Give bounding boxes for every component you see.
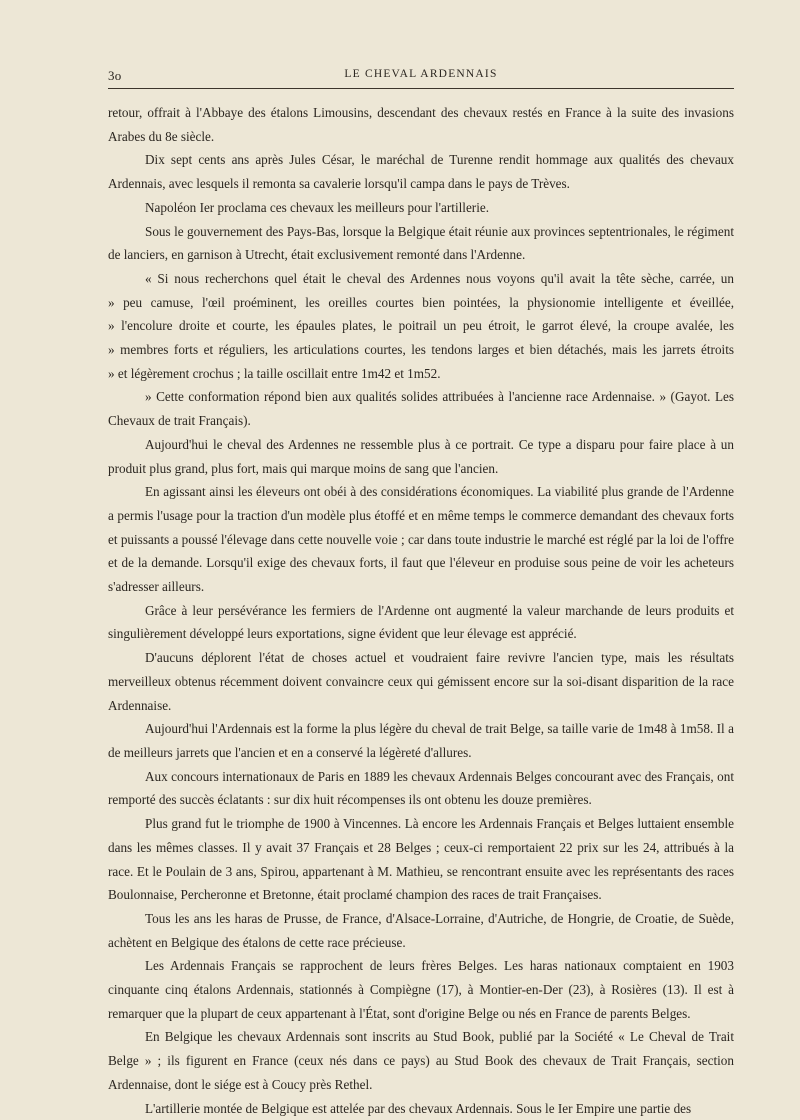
paragraph: En agissant ainsi les éleveurs ont obéi à des considérations économiques. La viabilité plus grande de l'Ardenne a permis l'usage pour la traction d'un modèle plus étoffé et en même temps le commerce demandant des chevaux forts et puissants a poussé l'élevage dans cette nouvelle voie ; car dans toute industrie le marché est réglé par la loi de l'offre et de la demande. Lorsqu'il exige des chevaux forts, il faut que l'éleveur en produise sous peine de voir les acheteurs s'adresser ailleurs.: [108, 484, 734, 595]
quote-line: « Si nous recherchons quel était le cheval des Ardennes nous voyons qu'il avait la tête sèche, carrée, un: [145, 270, 734, 286]
quote-line: » membres forts et réguliers, les articulations courtes, les tendons larges et bien détachés, mais les jarrets étroits: [108, 342, 734, 358]
page-number: 3o: [108, 68, 122, 83]
paragraph: Sous le gouvernement des Pays-Bas, lorsque la Belgique était réunie aux provinces septentrionales, le régiment de lanciers, en garnison à Utrecht, était exclusivement remonté dans l'Ardenne.: [108, 223, 734, 263]
paragraph: Aux concours internationaux de Paris en 1889 les chevaux Ardennais Belges concourant avec des Français, ont remporté des succès éclatants : sur dix huit récompenses ils ont obtenu les douze premières.: [108, 768, 734, 808]
paragraph: Grâce à leur persévérance les fermiers de l'Ardenne ont augmenté la valeur marchande de leurs produits et singulièrement développé leurs exportations, signe évident que leur élevage est apprécié.: [108, 602, 734, 642]
paragraph: Tous les ans les haras de Prusse, de France, d'Alsace-Lorraine, d'Autriche, de Hongrie, de Croatie, de Suède, achètent en Belgique des étalons de cette race précieuse.: [108, 910, 734, 950]
paragraph: Aujourd'hui l'Ardennais est la forme la plus légère du cheval de trait Belge, sa taille varie de 1m48 à 1m58. Il a de meilleurs jarrets que l'ancien et en a conservé la légèreté d'allures.: [108, 721, 734, 760]
paragraph: L'artillerie montée de Belgique est attelée par des chevaux Ardennais. Sous le Ier Empire une partie des: [145, 1100, 692, 1116]
paragraph: Dix sept cents ans après Jules César, le maréchal de Turenne rendit hommage aux qualités des chevaux Ardennais, avec lesquels il remonta sa cavalerie lorsqu'il campa dans le pays de Trèves.: [108, 152, 734, 192]
paragraph: Napoléon Ier proclama ces chevaux les meilleurs pour l'artillerie.: [145, 199, 490, 215]
quote-line: » l'encolure droite et courte, les épaules plates, le poitrail un peu étroit, le garrot élevé, la croupe avalée, les: [108, 318, 734, 334]
quote-line: » et légèrement crochus ; la taille oscillait entre 1m42 et 1m52.: [108, 365, 441, 381]
paragraph: D'aucuns déplorent l'état de choses actuel et voudraient faire revivre l'ancien type, mais les résultats merveilleux obtenus récemment doivent convaincre ceux qui gémissent encore sur la soi-disant disparition de la race Ardennaise.: [108, 650, 734, 713]
header-rule: [108, 88, 734, 89]
paragraph: Les Ardennais Français se rapprochent de leurs frères Belges. Les haras nationaux comptaient en 1903 cinquante cinq étalons Ardennais, stationnés à Compiègne (17), à Montier-en-Der (23), à Rosières (13). Il est à remarquer que la plupart de ceux appartenant à l'État, sont d'origine Belge ou nés en France de parents Belges.: [108, 958, 734, 1021]
paragraph: retour, offrait à l'Abbaye des étalons Limousins, descendant des chevaux restés en France à la suite des invasions Arabes du 8e siècle.: [108, 105, 734, 144]
quote-line: » peu camuse, l'œil proéminent, les oreilles courtes bien pointées, la physionomie intelligente et éveillée,: [108, 294, 734, 310]
paragraph: Plus grand fut le triomphe de 1900 à Vincennes. Là encore les Ardennais Français et Belges luttaient ensemble dans les mêmes classes. Il y avait 37 Français et 28 Belges ; ceux-ci remportaient 22 prix sur les 24, attribués à la race. Et le Poulain de 3 ans, Spirou, appartenant à M. Mathieu, se rencontrant ensuite avec les représentants des races Boulonnaise, Percheronne et Bretonne, était proclamé champion des races de trait Françaises.: [108, 816, 734, 903]
running-title: LE CHEVAL ARDENNAIS: [344, 68, 498, 80]
paragraph: Aujourd'hui le cheval des Ardennes ne ressemble plus à ce portrait. Ce type a disparu pour faire place à un produit plus grand, plus fort, mais qui marque moins de sang que l'ancien.: [108, 436, 734, 476]
paragraph: En Belgique les chevaux Ardennais sont inscrits au Stud Book, publié par la Société « Le Cheval de Trait Belge » ; ils figurent en France (ceux nés dans ce pays) au Stud Book des chevaux de Trait Français, section Ardennaise, dont le siége est à Coucy près Rethel.: [108, 1029, 734, 1092]
paragraph: » Cette conformation répond bien aux qualités solides attribuées à l'ancienne race Ardennaise. » (Gayot. Les Chevaux de trait Français).: [108, 389, 734, 429]
quotation: [108, 267, 734, 386]
page-header: [108, 68, 734, 88]
body-text: [108, 101, 734, 1120]
